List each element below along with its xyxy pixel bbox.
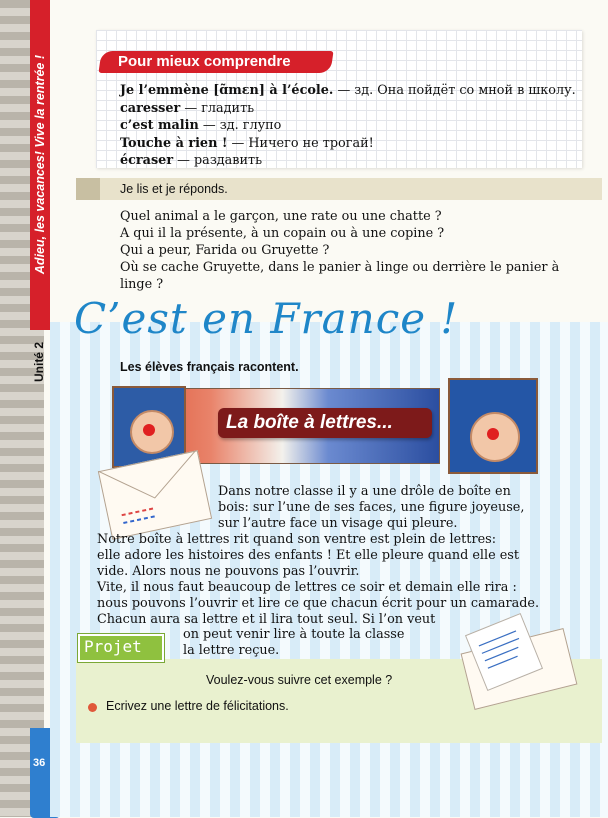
story-line: bois: sur l’une de ses faces, une figure joyeuse, xyxy=(218,500,525,515)
question-list xyxy=(120,208,580,293)
story-line: Notre boîte à lettres rit quand son ventre est plein de lettres: xyxy=(97,532,497,547)
story-line: elle adore les histoires des enfants ! Et elle pleure quand elle est xyxy=(97,548,520,563)
section-intro: Les élèves français racontent. xyxy=(120,360,299,374)
mailbox-sign-label: La boîte à lettres... xyxy=(226,412,393,433)
vocab-heading: Pour mieux comprendre xyxy=(118,53,291,70)
section-title: C’est en France ! xyxy=(74,294,459,343)
clown-nose-icon xyxy=(487,428,499,440)
story-line: nous pouvons l’ouvrir et lire ce que chacun écrit pour un camarade. xyxy=(97,596,540,611)
vocab-item: c’est malin — зд. глупо xyxy=(120,118,282,133)
sidebar-title: Adieu, les vacances! Vive la rentrée ! xyxy=(33,55,47,275)
vocab-list xyxy=(120,82,576,170)
question: Qui a peur, Farida ou Gruyette ? xyxy=(120,243,330,258)
unit-label: Unité 2 xyxy=(32,341,46,382)
vocab-item: Je l’emmène [ɑ̃mɛn] à l’école. — зд. Она пойдёт со мной в школу. xyxy=(120,83,576,98)
question: Où se cache Gruyette, dans le panier à linge ou derrière le panier à linge ? xyxy=(120,260,560,292)
question: A qui il la présente, à un copain ou à une copine ? xyxy=(120,226,445,241)
question: Quel animal a le garçon, une rate ou une chatte ? xyxy=(120,209,442,224)
story-line: sur l’autre face un visage qui pleure. xyxy=(218,516,458,531)
bullet-icon xyxy=(88,703,97,712)
story-line: vide. Alors nous ne pouvons pas l’ouvrir. xyxy=(97,564,360,579)
story-line: Dans notre classe il y a une drôle de boîte en xyxy=(218,484,511,499)
page-number: 36 xyxy=(33,757,46,769)
projet-item: Ecrivez une lettre de félicitations. xyxy=(106,699,289,713)
story-line: on peut venir lire à toute la classe xyxy=(183,627,405,642)
story-line: Chacun aura sa lettre et il lira tout seul. Si l’on veut xyxy=(97,612,436,627)
task-marker xyxy=(76,178,100,200)
story-line: la lettre reçue. xyxy=(183,643,280,658)
story-line: Vite, il nous faut beaucoup de lettres ce soir et demain elle rira : xyxy=(97,580,517,595)
task-instruction: Je lis et je réponds. xyxy=(120,182,228,196)
projet-label: Projet xyxy=(84,637,142,656)
vocab-item: caresser — гладить xyxy=(120,100,255,116)
vocab-item: Touche à rien ! — Ничего не трогай! xyxy=(120,135,374,151)
projet-question: Voulez-vous suivre cet exemple ? xyxy=(206,673,393,687)
vocab-item: écraser — раздавить xyxy=(120,153,263,168)
clown-nose-icon xyxy=(143,424,155,436)
